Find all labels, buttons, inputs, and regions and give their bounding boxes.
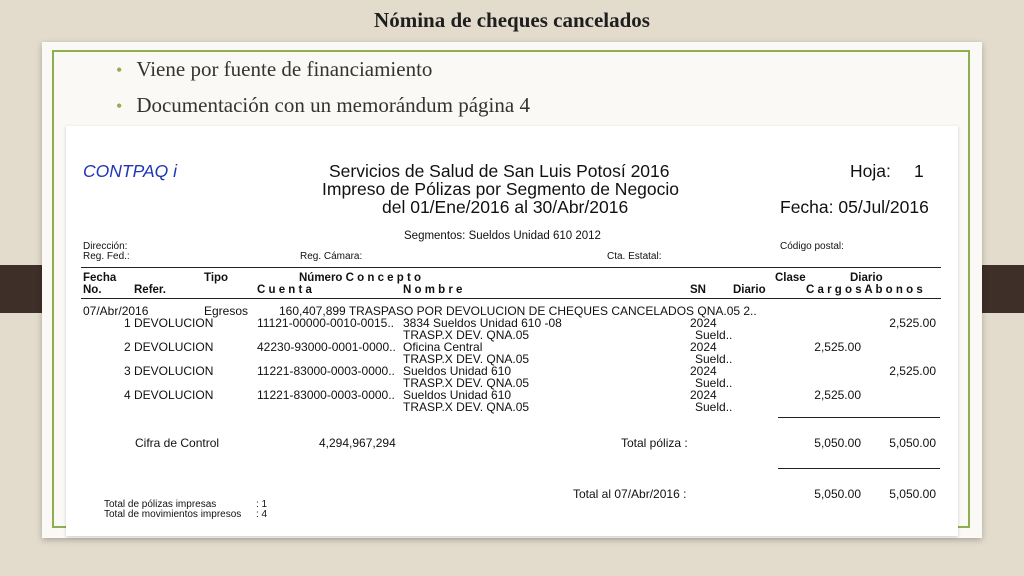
col-refer: Refer. <box>134 284 166 296</box>
summary-movimientos-value: : 4 <box>256 509 268 520</box>
col-fecha: Fecha <box>83 272 117 284</box>
total-dia-cargos: 5,050.00 <box>814 487 861 501</box>
row-2-nombre: Oficina Central <box>403 340 483 354</box>
row-2-sn: 2024 <box>690 340 717 354</box>
row-1-concepto: TRASP.X DEV. QNA.05 <box>403 328 530 342</box>
row-1-no: 1 DEVOLUCION <box>124 316 214 330</box>
row-3-concepto: TRASP.X DEV. QNA.05 <box>403 376 530 390</box>
row-2-diario: Sueld.. <box>695 352 733 366</box>
col-diario: Diario <box>733 284 766 296</box>
header-rule-bottom <box>81 298 941 299</box>
control-value: 4,294,967,294 <box>319 436 396 450</box>
row-2-cargo: 2,525.00 <box>814 340 861 354</box>
report-image <box>66 126 958 536</box>
hoja-label: Hoja: <box>850 161 891 181</box>
row-3-cuenta: 11221-83000-0003-0000.. <box>257 364 395 378</box>
reg-camara-label: Reg. Cámara: <box>300 251 363 262</box>
hoja-value: 1 <box>914 161 924 181</box>
bullet-text: Documentación con un memorándum página 4 <box>136 93 530 117</box>
row-3-abono: 2,525.00 <box>889 364 936 378</box>
bullet-item-1 <box>116 57 432 82</box>
col-clase: Clase <box>775 272 806 284</box>
col-cuenta: C u e n t a <box>257 284 312 296</box>
control-label: Cifra de Control <box>135 436 220 450</box>
total-poliza-label: Total póliza : <box>621 436 688 450</box>
col-sn: SN <box>690 284 706 296</box>
row-4-no: 4 DEVOLUCION <box>124 388 214 402</box>
row-1-diario: Sueld.. <box>695 328 733 342</box>
summary-polizas-label: Total de pólizas impresas <box>104 499 217 510</box>
row-1-sn: 2024 <box>690 316 717 330</box>
org-name: Servicios de Salud de San Luis Potosí 2016 <box>329 161 670 181</box>
row-4-sn: 2024 <box>690 388 717 402</box>
report-period: del 01/Ene/2016 al 30/Abr/2016 <box>382 197 629 217</box>
row-2-cuenta: 42230-93000-0001-0000.. <box>257 340 396 354</box>
row-2-no: 2 DEVOLUCION <box>124 340 214 354</box>
col-tipo: Tipo <box>204 272 229 284</box>
report-title: Impreso de Pólizas por Segmento de Negocio <box>322 179 680 199</box>
slide-title: Nómina de cheques cancelados <box>374 8 650 32</box>
poliza-fecha: 07/Abr/2016 <box>83 304 149 318</box>
total-rule <box>778 468 940 469</box>
row-3-diario: Sueld.. <box>695 376 733 390</box>
row-3-sn: 2024 <box>690 364 717 378</box>
col-numero-concepto: Número C o n c e p t o <box>299 272 422 284</box>
codigo-postal-label: Código postal: <box>780 241 844 252</box>
reg-fed-label: Reg. Fed.: <box>83 251 130 262</box>
poliza-tipo: Egresos <box>204 304 249 318</box>
print-date: Fecha: 05/Jul/2016 <box>780 197 929 217</box>
summary-polizas-value: : 1 <box>256 499 268 510</box>
row-4-cuenta: 11221-83000-0003-0000.. <box>257 388 395 402</box>
col-nombre: N o m b r e <box>403 284 463 296</box>
summary-movimientos-label: Total de movimientos impresos <box>104 509 242 520</box>
bullet-dot-icon: • <box>116 60 123 80</box>
row-1-abono: 2,525.00 <box>889 316 936 330</box>
total-poliza-abonos: 5,050.00 <box>889 436 936 450</box>
row-4-cargo: 2,525.00 <box>814 388 861 402</box>
col-diario-top: Diario <box>850 272 883 284</box>
row-1-cuenta: 11121-00000-0010-0015.. <box>257 316 395 330</box>
col-no: No. <box>83 284 102 296</box>
brand-label: CONTPAQ i <box>83 161 177 181</box>
row-3-nombre: Sueldos Unidad 610 <box>403 364 512 378</box>
bullet-dot-icon: • <box>116 96 123 116</box>
row-2-concepto: TRASP.X DEV. QNA.05 <box>403 352 530 366</box>
bullet-text: Viene por fuente de financiamiento <box>136 57 433 81</box>
total-dia-abonos: 5,050.00 <box>889 487 936 501</box>
bullet-item-2 <box>116 93 530 118</box>
col-cargos-abonos: C a r g o s A b o n o s <box>806 284 923 296</box>
poliza-concepto: 160,407,899 TRASPASO POR DEVOLUCION DE CHEQUES CANCELADOS QNA.05 2.. <box>279 304 757 318</box>
direccion-label: Dirección: <box>83 241 128 252</box>
frame-bar-left <box>0 265 44 313</box>
total-poliza-cargos: 5,050.00 <box>814 436 861 450</box>
row-3-no: 3 DEVOLUCION <box>124 364 214 378</box>
segmentos-label: Segmentos: Sueldos Unidad 610 2012 <box>404 230 601 242</box>
row-4-concepto: TRASP.X DEV. QNA.05 <box>403 400 530 414</box>
subtotal-rule <box>778 417 940 418</box>
row-1-nombre: 3834 Sueldos Unidad 610 -08 <box>403 316 562 330</box>
row-4-nombre: Sueldos Unidad 610 <box>403 388 512 402</box>
total-dia-label: Total al 07/Abr/2016 : <box>573 487 687 501</box>
cta-estatal-label: Cta. Estatal: <box>607 251 662 262</box>
header-rule-top <box>81 267 941 268</box>
row-4-diario: Sueld.. <box>695 400 733 414</box>
